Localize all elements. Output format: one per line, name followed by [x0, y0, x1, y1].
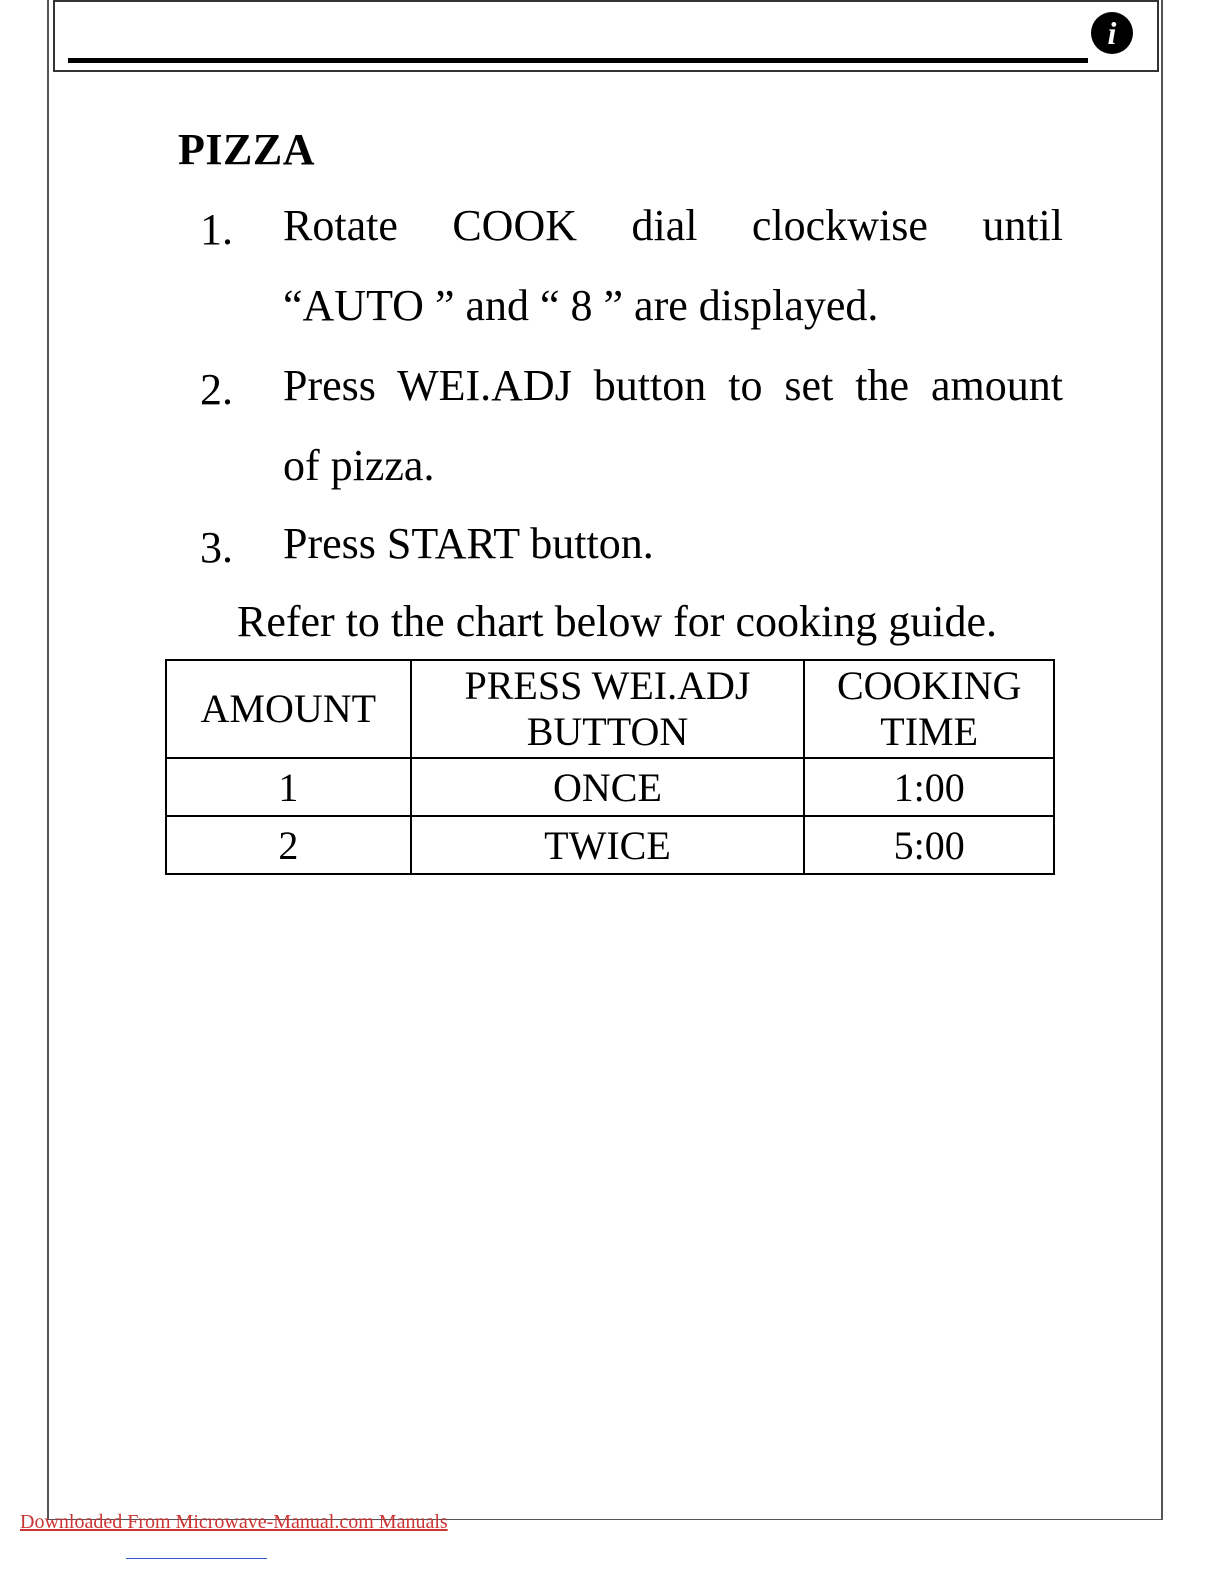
info-icon: i: [1091, 12, 1133, 54]
header-line: AMOUNT: [200, 686, 377, 731]
step-line: Rotate COOK dial clockwise until: [283, 201, 1063, 250]
cell-press: TWICE: [411, 816, 805, 874]
step-line: “AUTO ” and “ 8 ” are displayed.: [283, 281, 879, 330]
cell-time: 1:00: [804, 758, 1054, 816]
refer-note: Refer to the chart below for cooking guide.: [237, 597, 997, 646]
header-press-button: [411, 660, 805, 758]
step-number: 3.: [200, 523, 233, 572]
header-cooking-time: [804, 660, 1054, 758]
header-amount: [166, 660, 411, 758]
section-title: PIZZA: [178, 125, 315, 174]
header-line: PRESS WEI.ADJ: [464, 663, 751, 708]
footer-underline: [126, 1558, 267, 1559]
cell-time: 5:00: [804, 816, 1054, 874]
header-line: BUTTON: [526, 709, 689, 754]
cell-amount: 2: [166, 816, 411, 874]
cell-press: ONCE: [411, 758, 805, 816]
header-rule: [68, 58, 1088, 63]
cooking-guide-table: [165, 659, 1055, 875]
table-row: [166, 816, 1054, 874]
step-line: Press START button.: [283, 519, 654, 568]
step-text: [283, 504, 1063, 584]
step-text: [283, 186, 1063, 346]
table-header-row: [166, 660, 1054, 758]
step-number: 2.: [200, 365, 233, 414]
source-link[interactable]: Downloaded From Microwave-Manual.com Manuals: [20, 1511, 448, 1533]
step-line: Press WEI.ADJ button to set the amount: [283, 361, 1063, 410]
table-row: [166, 758, 1054, 816]
step-number: 1.: [200, 205, 233, 254]
step-line: of pizza.: [283, 441, 435, 490]
header-line: COOKING: [836, 663, 1022, 708]
header-line: TIME: [880, 709, 979, 754]
step-text: [283, 346, 1063, 506]
cell-amount: 1: [166, 758, 411, 816]
